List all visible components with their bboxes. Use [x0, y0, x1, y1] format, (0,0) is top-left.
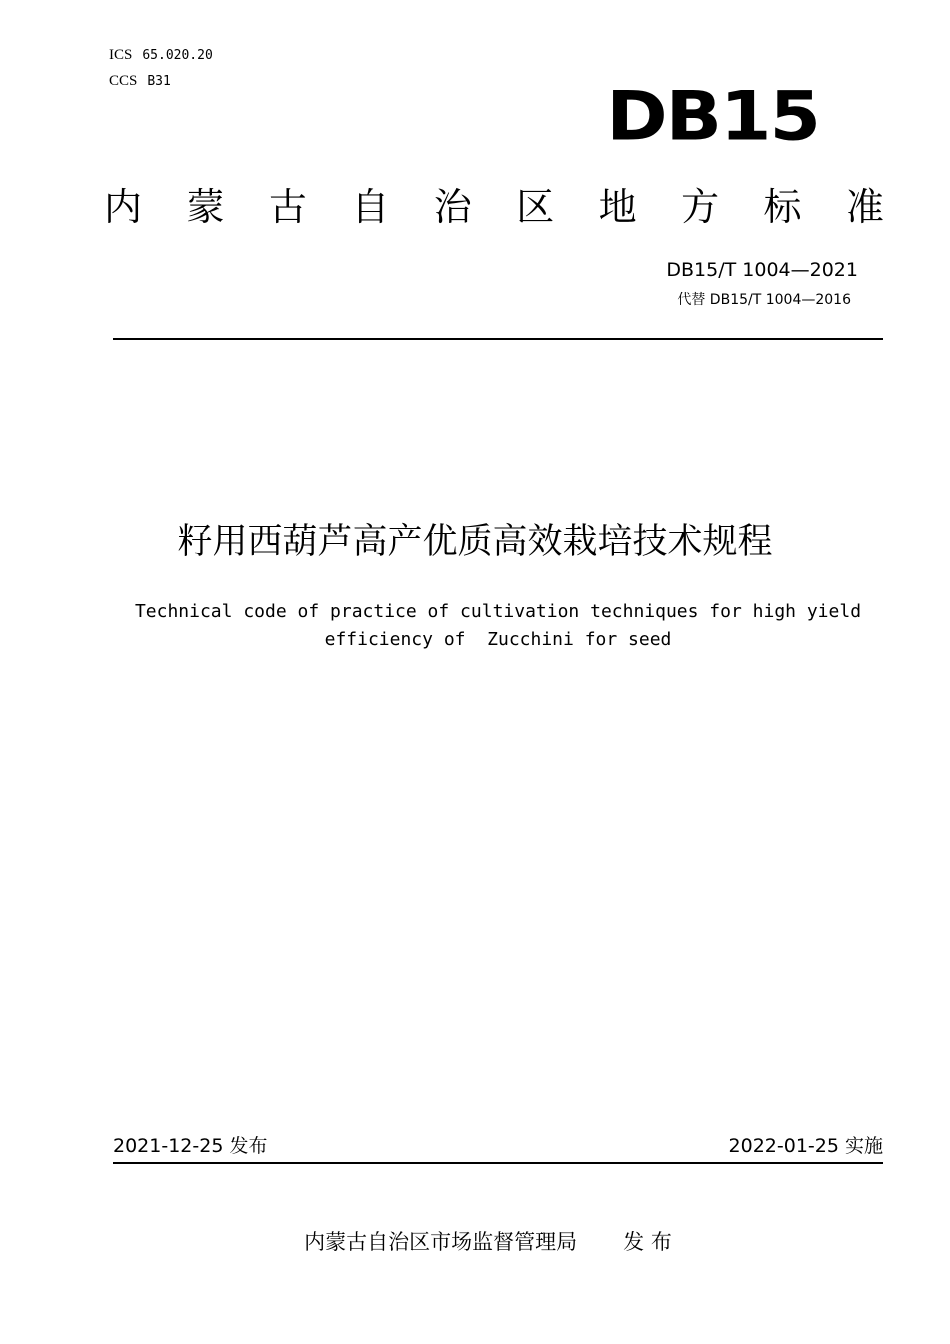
ics-label: ICS — [109, 47, 133, 63]
standard-type-heading — [104, 184, 884, 230]
standard-type-char: 方 — [681, 185, 720, 229]
standard-type-char: 标 — [763, 185, 802, 229]
bottom-divider — [113, 1162, 883, 1164]
document-title-en — [0, 598, 950, 654]
standard-type-char: 准 — [845, 185, 884, 229]
publisher-line — [0, 1227, 950, 1257]
standard-type-char: 蒙 — [186, 185, 225, 229]
document-title-cn: 籽用西葫芦高产优质高效栽培技术规程 — [177, 522, 773, 562]
publisher-action: 发 布 — [623, 1230, 672, 1254]
title-en-line-1: Technical code of practice of cultivation techniques for high yield — [134, 601, 862, 622]
top-divider — [113, 338, 883, 340]
issue-date: 2021-12-25 发布 — [113, 1135, 268, 1157]
ccs-value: B31 — [147, 74, 171, 89]
db15-logo: DB15 — [606, 77, 819, 157]
standard-type-char: 地 — [598, 185, 637, 229]
standard-type-char: 治 — [433, 185, 472, 229]
standard-type-char: 区 — [516, 185, 555, 229]
standard-type-char: 自 — [351, 185, 390, 229]
ccs-label: CCS — [109, 73, 138, 89]
title-en-line-2: efficiency of Zucchini for seed — [324, 629, 672, 650]
standard-number: DB15/T 1004—2021 — [666, 259, 858, 281]
standard-type-char: 古 — [268, 185, 307, 229]
implementation-date: 2022-01-25 实施 — [728, 1135, 883, 1157]
ccs-code — [109, 72, 171, 91]
publisher-org: 内蒙古自治区市场监督管理局 — [304, 1230, 578, 1254]
ics-code — [109, 46, 213, 65]
replaces-standard: 代替 DB15/T 1004—2016 — [677, 292, 851, 308]
ics-value: 65.020.20 — [142, 48, 213, 63]
standard-type-char: 内 — [104, 185, 143, 229]
